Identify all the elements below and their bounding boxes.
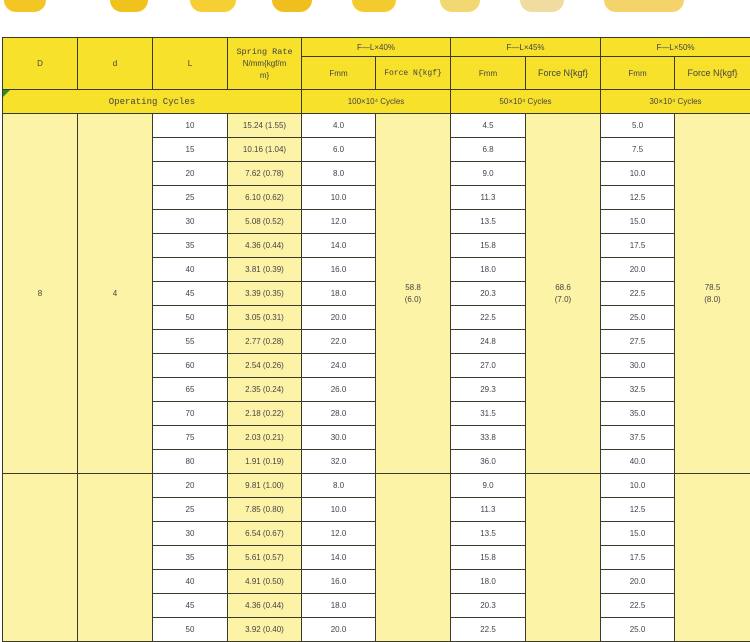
cell-spring-rate: 3.81 (0.39)	[228, 258, 302, 282]
cell-L: 70	[153, 402, 228, 426]
cell-fmm-40: 16.0	[302, 570, 376, 594]
header-d: d	[78, 38, 153, 90]
cell-spring-rate: 6.10 (0.62)	[228, 186, 302, 210]
cell-fmm-50: 22.5	[601, 594, 675, 618]
header-force-40: Force N{kgf}	[376, 57, 451, 90]
cell-fmm-45: 9.0	[451, 474, 526, 498]
cell-L: 45	[153, 282, 228, 306]
cell-fmm-40: 20.0	[302, 618, 376, 642]
cell-fmm-50: 27.5	[601, 330, 675, 354]
spring-photo	[4, 0, 46, 12]
spring-photo	[190, 0, 236, 12]
cell-fmm-40: 4.0	[302, 114, 376, 138]
cell-fmm-50: 25.0	[601, 306, 675, 330]
cell-force-50	[675, 474, 750, 642]
corner-marker-icon	[3, 90, 10, 97]
header-force-50: Force N{kgf}	[675, 57, 750, 90]
cell-fmm-40: 12.0	[302, 522, 376, 546]
cell-fmm-40: 8.0	[302, 474, 376, 498]
cell-fmm-50: 5.0	[601, 114, 675, 138]
spring-photo	[520, 0, 564, 12]
cell-fmm-40: 6.0	[302, 138, 376, 162]
table-row	[3, 474, 750, 498]
cell-fmm-40: 18.0	[302, 282, 376, 306]
cell-fmm-45: 18.0	[451, 570, 526, 594]
header-force-45: Force N{kgf}	[526, 57, 601, 90]
spring-photo	[352, 0, 396, 12]
cell-L: 30	[153, 522, 228, 546]
cell-d: 4	[78, 114, 153, 474]
spring-photo	[604, 0, 684, 12]
cell-spring-rate: 3.05 (0.31)	[228, 306, 302, 330]
cell-spring-rate: 5.61 (0.57)	[228, 546, 302, 570]
cycles-45: 50×10⁴ Cycles	[451, 90, 601, 114]
cell-fmm-50: 10.0	[601, 162, 675, 186]
cell-force-40	[376, 114, 451, 474]
operating-cycles-label: Operating Cycles	[3, 90, 302, 114]
cell-L: 15	[153, 138, 228, 162]
header-L: L	[153, 38, 228, 90]
header-fmm-45: Fmm	[451, 57, 526, 90]
force-value: 78.5	[675, 282, 750, 294]
cell-D	[3, 474, 78, 642]
cell-fmm-50: 12.5	[601, 186, 675, 210]
cell-fmm-45: 36.0	[451, 450, 526, 474]
cell-fmm-50: 20.0	[601, 258, 675, 282]
spring-rate-unit: N/mm{kgf/m	[228, 58, 301, 70]
spring-photo	[440, 0, 480, 12]
cell-spring-rate: 7.85 (0.80)	[228, 498, 302, 522]
cell-spring-rate: 15.24 (1.55)	[228, 114, 302, 138]
table-row	[3, 114, 750, 138]
cell-fmm-50: 32.5	[601, 378, 675, 402]
cell-L: 20	[153, 162, 228, 186]
spring-photo	[272, 0, 312, 12]
cell-fmm-50: 40.0	[601, 450, 675, 474]
header-group-50: F—L×50%	[601, 38, 750, 57]
cell-fmm-45: 4.5	[451, 114, 526, 138]
header-row	[3, 38, 750, 57]
cell-fmm-45: 18.0	[451, 258, 526, 282]
cell-fmm-50: 25.0	[601, 618, 675, 642]
cell-spring-rate: 2.18 (0.22)	[228, 402, 302, 426]
cell-fmm-40: 28.0	[302, 402, 376, 426]
cell-fmm-40: 8.0	[302, 162, 376, 186]
cell-L: 40	[153, 570, 228, 594]
cell-fmm-45: 11.3	[451, 186, 526, 210]
cell-fmm-40: 12.0	[302, 210, 376, 234]
cell-fmm-50: 22.5	[601, 282, 675, 306]
cell-fmm-50: 12.5	[601, 498, 675, 522]
force-value-kgf: (6.0)	[376, 294, 450, 306]
cell-fmm-50: 7.5	[601, 138, 675, 162]
cell-spring-rate: 2.35 (0.24)	[228, 378, 302, 402]
cycles-40: 100×10⁴ Cycles	[302, 90, 451, 114]
cell-spring-rate: 3.92 (0.40)	[228, 618, 302, 642]
cell-L: 30	[153, 210, 228, 234]
cell-spring-rate: 1.91 (0.19)	[228, 450, 302, 474]
force-value-kgf: (8.0)	[675, 294, 750, 306]
product-photo-strip	[0, 0, 750, 20]
cell-fmm-45: 31.5	[451, 402, 526, 426]
cell-force-45	[526, 114, 601, 474]
cell-fmm-40: 22.0	[302, 330, 376, 354]
cell-fmm-40: 30.0	[302, 426, 376, 450]
spring-rate-title: Spring Rate	[228, 46, 301, 58]
spring-photo	[110, 0, 148, 12]
cell-L: 50	[153, 618, 228, 642]
cell-fmm-45: 20.3	[451, 594, 526, 618]
cell-fmm-40: 20.0	[302, 306, 376, 330]
cell-spring-rate: 2.03 (0.21)	[228, 426, 302, 450]
cell-D: 8	[3, 114, 78, 474]
cell-fmm-50: 35.0	[601, 402, 675, 426]
force-value: 58.8	[376, 282, 450, 294]
spring-spec-table	[2, 37, 750, 642]
cell-spring-rate: 3.39 (0.35)	[228, 282, 302, 306]
cell-fmm-45: 33.8	[451, 426, 526, 450]
cell-L: 25	[153, 186, 228, 210]
cell-L: 60	[153, 354, 228, 378]
cell-spring-rate: 5.08 (0.52)	[228, 210, 302, 234]
header-fmm-40: Fmm	[302, 57, 376, 90]
cell-L: 35	[153, 546, 228, 570]
cell-fmm-45: 13.5	[451, 210, 526, 234]
header-group-45: F—L×45%	[451, 38, 601, 57]
cell-spring-rate: 4.36 (0.44)	[228, 234, 302, 258]
cell-fmm-45: 15.8	[451, 234, 526, 258]
cell-fmm-45: 20.3	[451, 282, 526, 306]
cell-force-40	[376, 474, 451, 642]
cell-spring-rate: 4.36 (0.44)	[228, 594, 302, 618]
cell-fmm-40: 18.0	[302, 594, 376, 618]
header-D: D	[3, 38, 78, 90]
cycles-50: 30×10⁴ Cycles	[601, 90, 750, 114]
cell-fmm-45: 27.0	[451, 354, 526, 378]
cell-L: 10	[153, 114, 228, 138]
cell-fmm-40: 16.0	[302, 258, 376, 282]
cell-fmm-45: 29.3	[451, 378, 526, 402]
cell-L: 40	[153, 258, 228, 282]
cell-L: 35	[153, 234, 228, 258]
force-value-kgf: (7.0)	[526, 294, 600, 306]
cell-fmm-45: 11.3	[451, 498, 526, 522]
cell-fmm-40: 24.0	[302, 354, 376, 378]
cell-fmm-45: 15.8	[451, 546, 526, 570]
cell-L: 65	[153, 378, 228, 402]
cell-fmm-50: 17.5	[601, 234, 675, 258]
cell-fmm-40: 10.0	[302, 498, 376, 522]
cell-fmm-40: 10.0	[302, 186, 376, 210]
cell-fmm-45: 24.8	[451, 330, 526, 354]
cell-L: 25	[153, 498, 228, 522]
cell-fmm-50: 10.0	[601, 474, 675, 498]
cell-spring-rate: 7.62 (0.78)	[228, 162, 302, 186]
cell-L: 75	[153, 426, 228, 450]
header-spring-rate	[228, 38, 302, 90]
cell-fmm-40: 14.0	[302, 234, 376, 258]
cell-fmm-50: 37.5	[601, 426, 675, 450]
cell-fmm-50: 30.0	[601, 354, 675, 378]
cell-fmm-50: 15.0	[601, 210, 675, 234]
cell-L: 20	[153, 474, 228, 498]
cell-L: 80	[153, 450, 228, 474]
cell-L: 50	[153, 306, 228, 330]
cell-force-50	[675, 114, 750, 474]
cell-spring-rate: 2.54 (0.26)	[228, 354, 302, 378]
cell-fmm-45: 6.8	[451, 138, 526, 162]
header-fmm-50: Fmm	[601, 57, 675, 90]
cell-fmm-40: 32.0	[302, 450, 376, 474]
cell-spring-rate: 4.91 (0.50)	[228, 570, 302, 594]
cell-spring-rate: 10.16 (1.04)	[228, 138, 302, 162]
cell-fmm-45: 13.5	[451, 522, 526, 546]
cell-spring-rate: 6.54 (0.67)	[228, 522, 302, 546]
header-group-40: F—L×40%	[302, 38, 451, 57]
cell-L: 55	[153, 330, 228, 354]
cell-fmm-40: 26.0	[302, 378, 376, 402]
cell-d	[78, 474, 153, 642]
cell-fmm-45: 9.0	[451, 162, 526, 186]
cell-fmm-50: 17.5	[601, 546, 675, 570]
cell-fmm-50: 15.0	[601, 522, 675, 546]
cell-force-45	[526, 474, 601, 642]
cell-fmm-40: 14.0	[302, 546, 376, 570]
cell-spring-rate: 2.77 (0.28)	[228, 330, 302, 354]
cell-L: 45	[153, 594, 228, 618]
operating-cycles-row	[3, 90, 750, 114]
spring-rate-unit-cont: m}	[228, 70, 301, 82]
cell-fmm-45: 22.5	[451, 618, 526, 642]
force-value: 68.6	[526, 282, 600, 294]
cell-fmm-50: 20.0	[601, 570, 675, 594]
cell-spring-rate: 9.81 (1.00)	[228, 474, 302, 498]
cell-fmm-45: 22.5	[451, 306, 526, 330]
